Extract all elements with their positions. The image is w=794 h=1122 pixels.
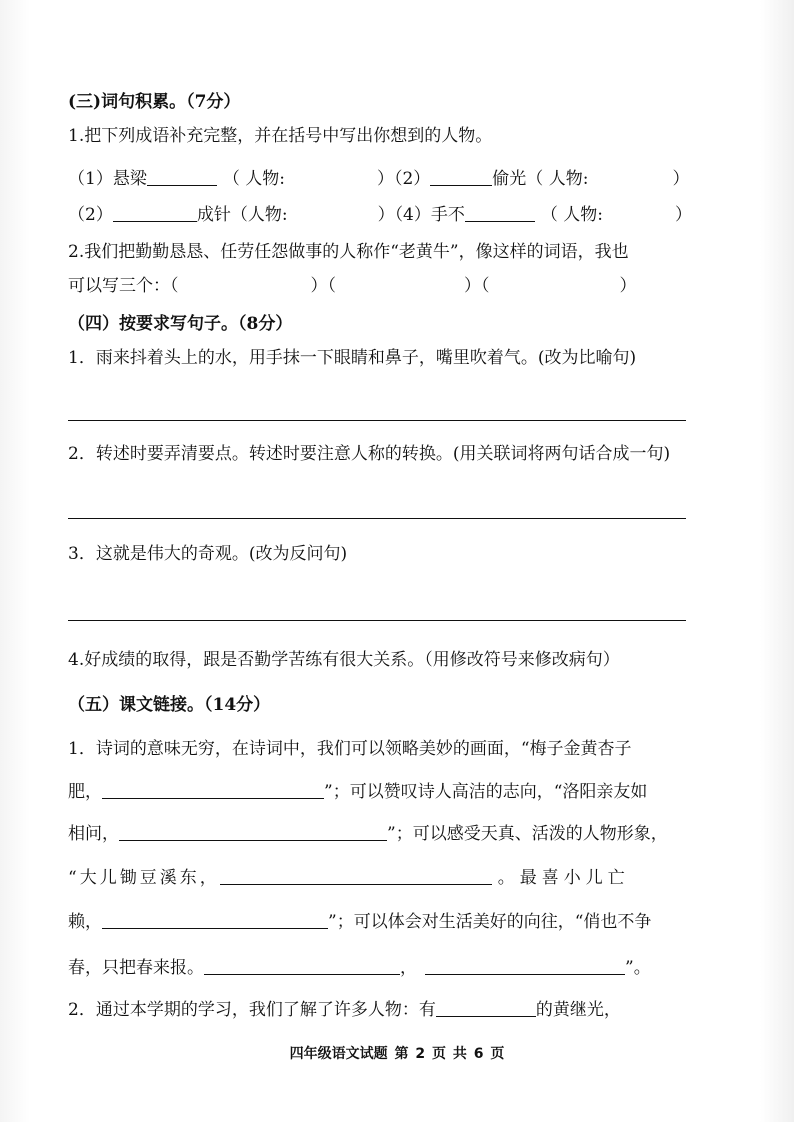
row2-a-blank[interactable]	[113, 203, 197, 222]
poem-blank-3[interactable]	[220, 866, 492, 885]
section4-heading: （四）按要求写句子。（8分）	[68, 314, 293, 334]
line3-text-a: 相问，	[68, 824, 119, 844]
q2-paren-open-2: （	[327, 276, 336, 296]
section5-line5	[68, 910, 694, 934]
q2-prefix: 可以写三个：（	[68, 276, 179, 296]
person-blank[interactable]	[436, 998, 536, 1017]
q2-paren-close-2: ）	[464, 276, 481, 296]
section3-q1: 1.把下列成语补充完整，并在括号中写出你想到的人物。	[68, 126, 493, 146]
line6-text-c: ”。	[625, 958, 651, 978]
page-footer	[0, 1043, 794, 1063]
line2-text-b: ”；可以赞叹诗人高洁的志向，“洛阳亲友如	[324, 782, 648, 802]
q2-paren-close-1: ）	[310, 276, 328, 296]
footer-title: 四年级语文试题	[289, 1046, 388, 1062]
section3-q2-line2	[68, 274, 694, 298]
poem-blank-4[interactable]	[102, 910, 328, 929]
poem-blank-6[interactable]	[425, 956, 625, 975]
q2-paren-open-3: （	[481, 276, 490, 296]
section5-line7	[68, 998, 694, 1022]
section5-line1: 1．诗词的意味无穷，在诗词中，我们可以领略美妙的画面，“梅子金黄杏子	[68, 739, 632, 759]
answer-line-3[interactable]	[68, 620, 686, 621]
row2-b-paren-open: （ 人物:	[540, 205, 604, 225]
row1-b-paren-open: （ 人物:	[526, 169, 589, 189]
section5-heading: （五）课文链接。（14分）	[68, 695, 271, 715]
line7-text-b: 的黄继光，	[535, 1000, 621, 1020]
line5-text-a: 赖，	[68, 912, 102, 932]
row2-b-num: （4）	[394, 205, 431, 225]
row1-b-blank[interactable]	[430, 167, 492, 186]
idiom-row-1	[68, 167, 694, 191]
footer-total-num: 6	[473, 1046, 484, 1062]
poem-blank-2[interactable]	[119, 822, 387, 841]
row2-a-num: （2）	[68, 205, 113, 225]
line3-text-b: ”；可以感受天真、活泼的人物形象，	[387, 824, 668, 844]
line4-text-b: 。最喜小儿亡	[497, 868, 630, 888]
row1-a-word: 悬梁	[112, 169, 147, 189]
idiom-row-2	[68, 203, 694, 227]
line6-text-b: ，	[400, 958, 417, 978]
row2-a-paren-close: ）	[377, 205, 395, 225]
row2-b-blank[interactable]	[465, 203, 535, 222]
section5-line3	[68, 822, 694, 846]
q2-paren-close-3: ）	[619, 276, 637, 296]
section3-heading: (三)词句积累。（7分）	[68, 92, 241, 112]
answer-line-2[interactable]	[68, 518, 686, 519]
row2-a-paren-open: （人物:	[230, 205, 288, 225]
line5-text-b: ”；可以体会对生活美好的向往，“俏也不争	[328, 912, 652, 932]
section5-line2	[68, 780, 694, 804]
row2-b-paren-close: ）	[675, 205, 693, 225]
row1-a-num: （1）	[68, 169, 113, 189]
poem-blank-5[interactable]	[204, 956, 400, 975]
section5-line4	[68, 866, 694, 890]
row1-b-word: 偷光	[492, 169, 527, 189]
footer-total-label: 共	[452, 1046, 467, 1062]
section5-line6	[68, 956, 694, 980]
row2-a-word: 成针	[196, 205, 231, 225]
section4-q4: 4.好成绩的取得，跟是否勤学苦练有很大关系。（用修改符号来修改病句）	[68, 650, 620, 670]
section4-q1: 1．雨来抖着头上的水，用手抹一下眼睛和鼻子，嘴里吹着气。(改为比喻句)	[68, 348, 637, 368]
row1-a-paren-close: ）	[376, 169, 394, 189]
footer-page-label-b: 页	[432, 1046, 446, 1062]
line2-text-a: 肥，	[68, 782, 102, 802]
answer-line-1[interactable]	[68, 420, 686, 421]
row1-b-paren-close: ）	[672, 169, 690, 189]
row1-a-paren-open: （ 人物:	[222, 169, 285, 189]
row1-b-num: （2）	[393, 169, 431, 189]
row2-b-word: 手不	[430, 205, 465, 225]
row1-a-blank[interactable]	[147, 167, 217, 186]
footer-total-unit: 页	[490, 1046, 505, 1062]
section4-q3: 3．这就是伟大的奇观。(改为反问句)	[68, 544, 348, 564]
footer-page-label-a: 第	[394, 1046, 409, 1062]
line4-text-a: “大儿锄豆溪东，	[68, 868, 220, 888]
poem-blank-1[interactable]	[102, 780, 324, 799]
section4-q2: 2．转述时要弄清要点。转述时要注意人称的转换。(用关联词将两句话合成一句)	[68, 444, 671, 464]
line6-text-a: 春，只把春来报。	[68, 958, 204, 978]
section3-q2-line1: 2.我们把勤勤恳恳、任劳任怨做事的人称作“老黄牛”，像这样的词语，我也	[68, 242, 629, 262]
footer-page-num: 2	[415, 1046, 426, 1062]
line7-text-a: 2．通过本学期的学习，我们了解了许多人物：有	[68, 1000, 436, 1020]
